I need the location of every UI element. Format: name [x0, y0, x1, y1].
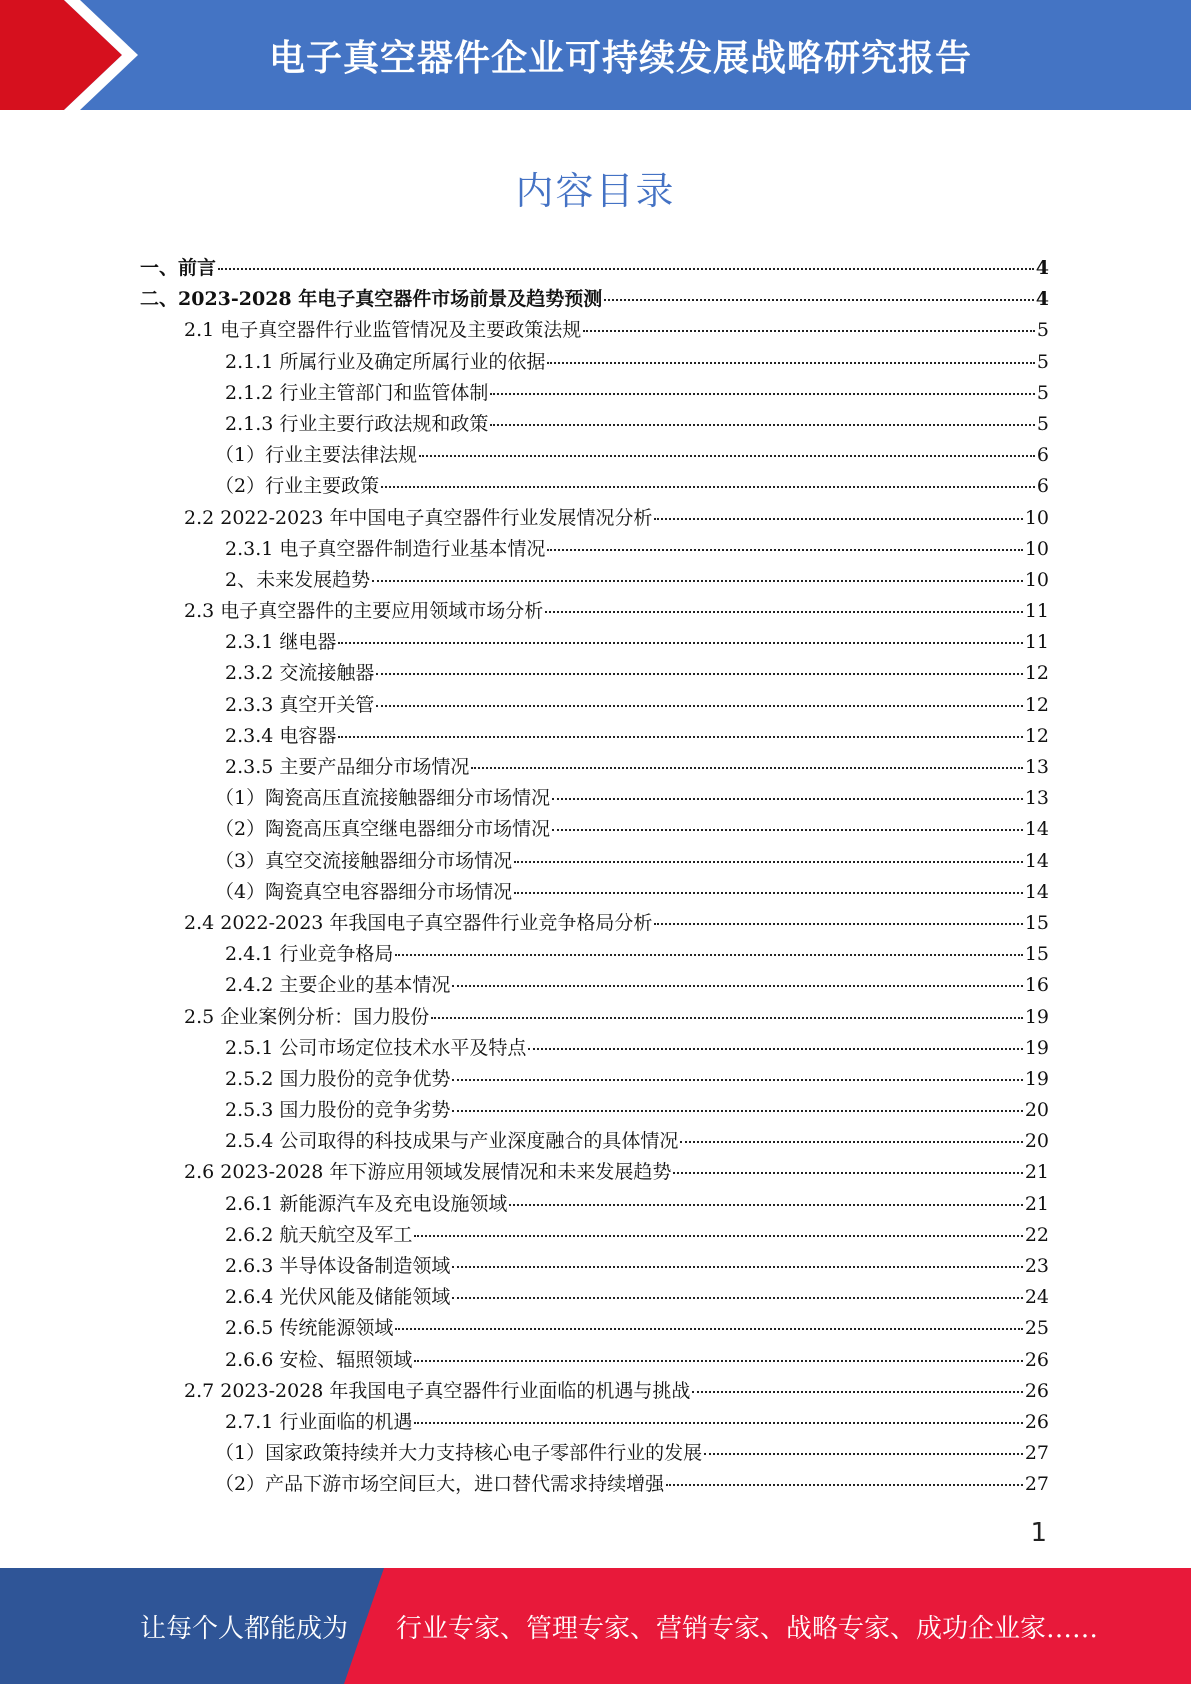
toc-entry-page: 19	[1024, 1067, 1049, 1090]
toc-entry-label: 2.3 电子真空器件的主要应用领域市场分析	[184, 600, 544, 623]
toc-entry[interactable]	[140, 409, 1049, 440]
toc-entry-page: 16	[1024, 974, 1049, 997]
toc-entry-label: 2.3.4 电容器	[225, 724, 337, 747]
toc-entry-label: 一、前言	[140, 257, 217, 279]
toc-entry-page: 15	[1024, 943, 1049, 966]
toc-entry[interactable]	[130, 471, 1049, 502]
toc-entry-page: 5	[1036, 350, 1049, 373]
footer-slogan-left: 让每个人都能成为	[140, 1613, 349, 1644]
toc-entry-page: 12	[1024, 662, 1049, 685]
toc-entry-page: 10	[1024, 568, 1049, 591]
toc-entry[interactable]	[140, 1313, 1049, 1344]
page-number: 1	[1030, 1518, 1047, 1548]
toc-dot-leader	[452, 1266, 1022, 1268]
toc-entry[interactable]	[130, 1438, 1049, 1469]
toc-entry[interactable]	[140, 315, 1049, 346]
toc-entry-page: 5	[1036, 412, 1049, 435]
toc-entry-page: 15	[1024, 911, 1049, 934]
toc-entry-label: 2.5.3 国力股份的竞争劣势	[225, 1099, 451, 1122]
toc-entry-page: 27	[1024, 1442, 1049, 1465]
toc-entry[interactable]	[130, 877, 1049, 908]
toc-dot-leader	[654, 923, 1022, 925]
toc-entry-label: 2.3.5 主要产品细分市场情况	[225, 756, 470, 778]
toc-entry-label: 2.3.1 继电器	[225, 631, 337, 654]
toc-entry[interactable]	[140, 1407, 1049, 1438]
toc-dot-leader	[514, 892, 1023, 894]
toc-dot-leader	[490, 393, 1035, 395]
toc-entry-page: 22	[1024, 1223, 1049, 1246]
toc-dot-leader	[509, 1204, 1022, 1206]
toc-entry[interactable]	[140, 565, 1049, 596]
header-chevron-logo	[0, 0, 150, 110]
toc-dot-leader	[666, 1484, 1023, 1486]
toc-entry[interactable]	[130, 846, 1049, 877]
toc-dot-leader	[338, 642, 1022, 644]
toc-entry-page: 21	[1024, 1161, 1049, 1184]
toc-dot-leader	[552, 798, 1023, 800]
toc-entry-page: 12	[1024, 724, 1049, 747]
table-of-contents	[140, 253, 1049, 1501]
toc-dot-leader	[376, 673, 1022, 675]
toc-entry-label: 2.6 2023-2028 年下游应用领域发展情况和未来发展趋势	[184, 1161, 672, 1184]
toc-entry[interactable]	[140, 347, 1049, 378]
toc-entry-label: 2.6.1 新能源汽车及充电设施领域	[225, 1192, 508, 1215]
toc-entry-page: 11	[1024, 600, 1049, 623]
toc-entry-label: 2.6.6 安检、辐照领域	[225, 1348, 413, 1371]
toc-dot-leader	[376, 705, 1022, 707]
toc-dot-leader	[452, 985, 1022, 987]
toc-entry[interactable]	[130, 783, 1049, 814]
toc-entry[interactable]	[140, 1189, 1049, 1220]
toc-entry[interactable]	[140, 1157, 1049, 1188]
toc-entry-page: 6	[1036, 475, 1049, 498]
toc-dot-leader	[419, 455, 1035, 457]
toc-dot-leader	[514, 861, 1023, 863]
toc-entry-label: 2.5.4 公司取得的科技成果与产业深度融合的具体情况	[225, 1130, 679, 1153]
toc-entry-page: 23	[1024, 1255, 1049, 1277]
toc-entry-label: （2）行业主要政策	[215, 475, 380, 498]
toc-entry-page: 5	[1036, 319, 1049, 342]
toc-entry-page: 14	[1024, 818, 1049, 841]
toc-entry-label: 2.4.1 行业竞争格局	[225, 943, 394, 966]
toc-dot-leader	[414, 1422, 1022, 1424]
toc-entry[interactable]	[140, 970, 1049, 1001]
toc-entry[interactable]	[140, 253, 1049, 284]
toc-dot-leader	[680, 1141, 1022, 1143]
toc-entry-label: 2.4.2 主要企业的基本情况	[225, 974, 451, 997]
toc-entry-label: 2.6.5 传统能源领域	[225, 1317, 394, 1340]
toc-entry[interactable]	[140, 284, 1049, 315]
toc-dot-leader	[395, 954, 1022, 956]
toc-entry-label: 2.3.1 电子真空器件制造行业基本情况	[225, 537, 546, 560]
toc-entry-page: 10	[1024, 506, 1049, 529]
toc-entry-label: 2.7.1 行业面临的机遇	[225, 1410, 413, 1433]
toc-dot-leader	[338, 736, 1022, 738]
toc-entry-label: （1）国家政策持续并大力支持核心电子零部件行业的发展	[215, 1442, 703, 1465]
toc-dot-leader	[490, 424, 1035, 426]
toc-entry-label: 2.4 2022-2023 年我国电子真空器件行业竞争格局分析	[184, 911, 653, 934]
toc-entry-label: （3）真空交流接触器细分市场情况	[215, 849, 513, 872]
toc-entry-page: 26	[1024, 1379, 1049, 1402]
toc-entry[interactable]	[140, 1095, 1049, 1126]
toc-entry[interactable]	[140, 1064, 1049, 1095]
toc-dot-leader	[381, 486, 1035, 488]
toc-entry-label: （1）陶瓷高压直流接触器细分市场情况	[215, 787, 551, 810]
toc-entry-label: （4）陶瓷真空电容器细分市场情况	[215, 880, 513, 903]
toc-dot-leader	[704, 1453, 1023, 1455]
toc-entry-page: 12	[1024, 693, 1049, 716]
header-banner	[0, 0, 1191, 110]
toc-entry[interactable]	[140, 596, 1049, 627]
toc-entry-page: 4	[1035, 288, 1049, 311]
toc-dot-leader	[547, 362, 1035, 364]
toc-dot-leader	[552, 829, 1023, 831]
footer-slogan-right: 行业专家、管理专家、营销专家、战略专家、成功企业家……	[396, 1613, 1099, 1644]
toc-dot-leader	[545, 611, 1023, 613]
toc-entry[interactable]	[140, 378, 1049, 409]
toc-entry-label: 2.1.1 所属行业及确定所属行业的依据	[225, 350, 546, 373]
toc-entry-label: （2）产品下游市场空间巨大，进口替代需求持续增强	[215, 1473, 665, 1496]
toc-dot-leader	[692, 1391, 1022, 1393]
toc-dot-leader	[673, 1172, 1022, 1174]
toc-entry-page: 21	[1024, 1192, 1049, 1215]
toc-entry[interactable]	[140, 1220, 1049, 1251]
toc-entry[interactable]	[140, 939, 1049, 970]
toc-entry[interactable]	[130, 814, 1049, 845]
toc-entry-page: 13	[1024, 787, 1049, 810]
toc-entry-page: 19	[1024, 1005, 1049, 1028]
toc-entry-label: 2.5.1 公司市场定位技术水平及特点	[225, 1036, 527, 1059]
toc-entry-label: 2.6.2 航天航空及军工	[225, 1223, 413, 1246]
toc-entry[interactable]	[140, 752, 1049, 783]
toc-entry[interactable]	[140, 1126, 1049, 1157]
toc-entry-page: 25	[1024, 1317, 1049, 1340]
toc-entry-page: 27	[1024, 1473, 1049, 1496]
footer-banner	[0, 1568, 1191, 1684]
toc-entry[interactable]	[130, 440, 1049, 471]
toc-entry-page: 20	[1024, 1099, 1049, 1122]
toc-entry-page: 6	[1036, 444, 1049, 467]
toc-entry-label: 2.5 企业案例分析：国力股份	[184, 1005, 430, 1028]
toc-entry-label: 2.5.2 国力股份的竞争优势	[225, 1067, 451, 1090]
toc-entry-page: 19	[1024, 1036, 1049, 1059]
toc-entry[interactable]	[140, 690, 1049, 721]
toc-entry-label: 2.6.4 光伏风能及储能领域	[225, 1286, 451, 1309]
toc-entry-label: 2.2 2022-2023 年中国电子真空器件行业发展情况分析	[184, 506, 653, 529]
toc-entry-page: 13	[1024, 756, 1049, 778]
toc-entry-page: 26	[1024, 1410, 1049, 1433]
toc-entry[interactable]	[140, 1033, 1049, 1064]
toc-entry-label: 2.3.2 交流接触器	[225, 662, 375, 685]
toc-entry-page: 11	[1024, 631, 1049, 654]
toc-dot-leader	[218, 268, 1034, 270]
toc-entry-label: 2.1.3 行业主要行政法规和政策	[225, 412, 489, 435]
toc-entry[interactable]	[140, 627, 1049, 658]
toc-entry-label: 2.7 2023-2028 年我国电子真空器件行业面临的机遇与挑战	[184, 1379, 691, 1402]
toc-entry-page: 14	[1024, 849, 1049, 872]
toc-entry[interactable]	[140, 1345, 1049, 1376]
toc-dot-leader	[654, 518, 1022, 520]
toc-dot-leader	[471, 767, 1022, 769]
toc-entry[interactable]	[140, 1251, 1049, 1282]
toc-entry[interactable]	[140, 1002, 1049, 1033]
toc-dot-leader	[547, 549, 1022, 551]
toc-entry-page: 20	[1024, 1130, 1049, 1153]
toc-entry-page: 14	[1024, 880, 1049, 903]
toc-entry[interactable]	[140, 1376, 1049, 1407]
toc-entry[interactable]	[140, 503, 1049, 534]
toc-entry-page: 4	[1035, 257, 1049, 279]
toc-dot-leader	[395, 1328, 1022, 1330]
toc-entry-label: 2.1 电子真空器件行业监管情况及主要政策法规	[184, 319, 582, 342]
toc-entry[interactable]	[140, 534, 1049, 565]
toc-dot-leader	[604, 299, 1034, 301]
toc-entry-label: （2）陶瓷高压真空继电器细分市场情况	[215, 818, 551, 841]
toc-entry[interactable]	[140, 1282, 1049, 1313]
toc-dot-leader	[452, 1297, 1022, 1299]
toc-entry[interactable]	[140, 908, 1049, 939]
toc-entry-label: 二、2023-2028 年电子真空器件市场前景及趋势预测	[140, 288, 603, 311]
toc-dot-leader	[452, 1079, 1022, 1081]
toc-entry[interactable]	[130, 1469, 1049, 1500]
toc-entry-page: 5	[1036, 381, 1049, 404]
toc-dot-leader	[414, 1235, 1022, 1237]
toc-entry-label: 2、未来发展趋势	[225, 568, 371, 591]
toc-heading: 内容目录	[515, 169, 676, 213]
toc-dot-leader	[414, 1360, 1022, 1362]
toc-entry-label: （1）行业主要法律法规	[215, 444, 418, 467]
toc-dot-leader	[431, 1017, 1023, 1019]
toc-dot-leader	[372, 580, 1023, 582]
toc-dot-leader	[452, 1110, 1022, 1112]
toc-dot-leader	[583, 330, 1035, 332]
toc-entry[interactable]	[140, 721, 1049, 752]
toc-entry-label: 2.1.2 行业主管部门和监管体制	[225, 381, 489, 404]
toc-entry-label: 2.6.3 半导体设备制造领域	[225, 1255, 451, 1277]
toc-entry-page: 26	[1024, 1348, 1049, 1371]
toc-entry[interactable]	[140, 658, 1049, 689]
toc-entry-page: 10	[1024, 537, 1049, 560]
toc-dot-leader	[528, 1048, 1022, 1050]
toc-entry-label: 2.3.3 真空开关管	[225, 693, 375, 716]
report-title: 电子真空器件企业可持续发展战略研究报告	[268, 37, 972, 79]
toc-entry-page: 24	[1024, 1286, 1049, 1309]
